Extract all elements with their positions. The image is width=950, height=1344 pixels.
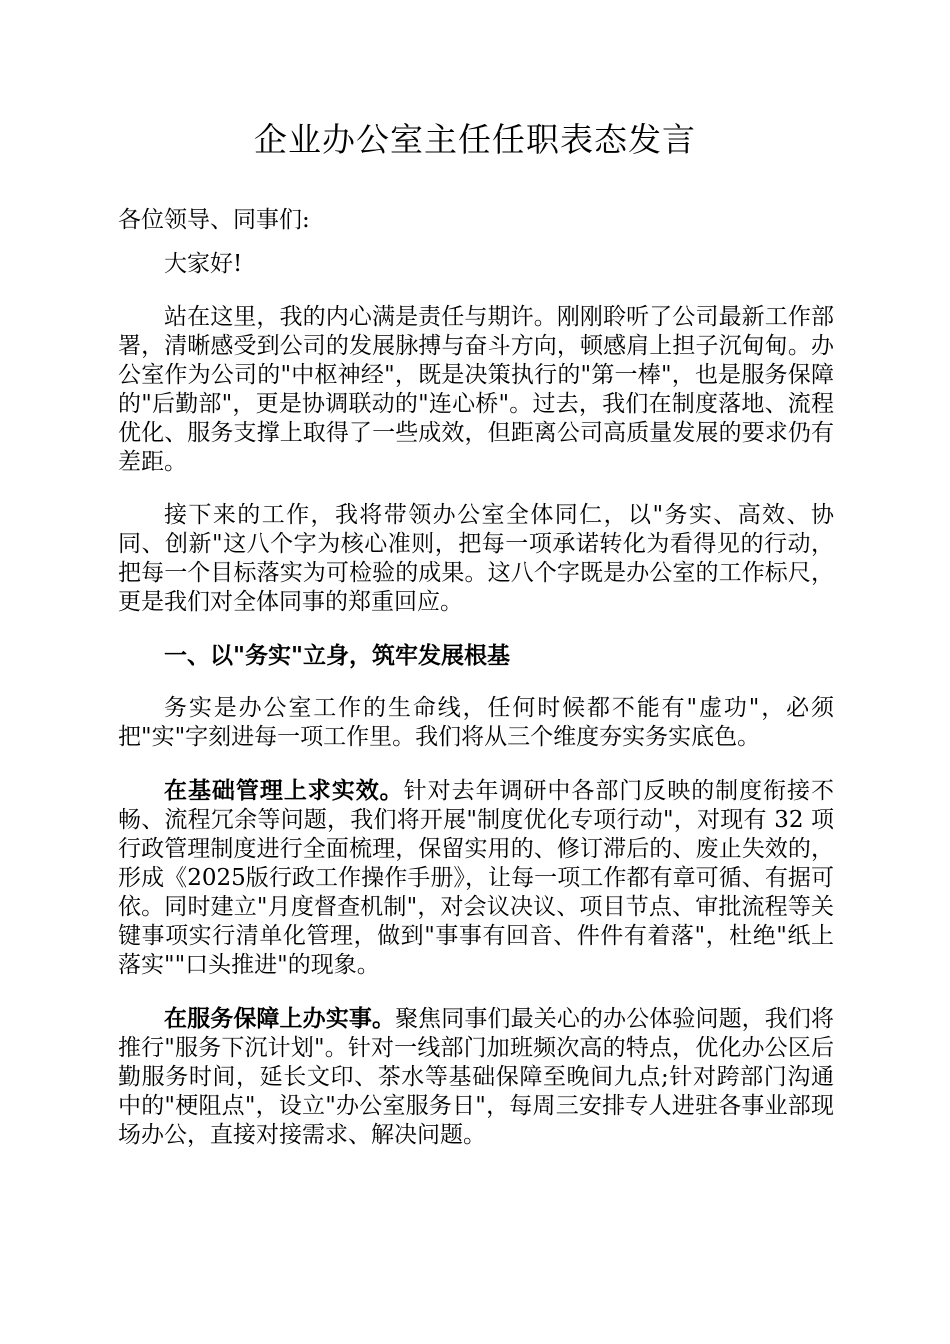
paragraph-5-body: 聚焦同事们最关心的办公体验问题，我们将推行"服务下沉计划"。针对一线部门加班频次高的特点，优化办公区后勤服务时间，延长文印、茶水等基础保障至晚间九点;针对跨部门沟通中的"梗阻点"，设立"办公室服务日"，每周三安排专人进驻各事业部现场办公，直接对接需求、解决问题。 bbox=[118, 1006, 835, 1148]
greeting: 大家好! bbox=[164, 251, 243, 277]
paragraph-5 bbox=[118, 1004, 834, 1150]
salutation: 各位领导、同事们: bbox=[118, 207, 310, 233]
paragraph-2: 接下来的工作，我将带领办公室全体同仁，以"务实、高效、协同、创新"这八个字为核心准则，把每一项承诺转化为看得见的行动，把每一个目标落实为可检验的成果。这八个字既是办公室的工作标尺，更是我们对全体同事的郑重回应。 bbox=[118, 502, 834, 615]
paragraph-4-body: 针对去年调研中各部门反映的制度衔接不畅、流程冗余等问题，我们将开展"制度优化专项行动"，对现有 32 项行政管理制度进行全面梳理，保留实用的、修订滞后的、废止失效的，形成《2025版行政工作操作手册》，让每一项工作都有章可循、有据可依。同时建立"月度督查机制"，对会议决议、项目节点、审批流程等关键事项实行清单化管理，做到"事事有回音、件件有着落"，杜绝"纸上落实""口头推进"的现象。 bbox=[118, 778, 835, 978]
paragraph-5-lead: 在服务保障上办实事。 bbox=[164, 1005, 396, 1032]
paragraph-4-lead: 在基础管理上求实效。 bbox=[164, 777, 404, 804]
paragraph-3: 务实是办公室工作的生命线，任何时候都不能有"虚功"，必须把"实"字刻进每一项工作里。我们将从三个维度夯实务实底色。 bbox=[118, 695, 834, 750]
document-title: 企业办公室主任任职表态发言 bbox=[254, 120, 696, 159]
document-body bbox=[118, 206, 834, 1150]
paragraph-4 bbox=[118, 776, 834, 980]
section-heading-1: 一、以"务实"立身，筑牢发展根基 bbox=[164, 642, 510, 669]
paragraph-1: 站在这里，我的内心满是责任与期许。刚刚聆听了公司最新工作部署，清晰感受到公司的发展脉搏与奋斗方向，顿感肩上担子沉甸甸。办公室作为公司的"中枢神经"，既是决策执行的"第一棒"，也是服务保障的"后勤部"，更是协调联动的"连心桥"。过去，我们在制度落地、流程优化、服务支撑上取得了一些成效，但距离公司高质量发展的要求仍有差距。 bbox=[118, 304, 834, 475]
